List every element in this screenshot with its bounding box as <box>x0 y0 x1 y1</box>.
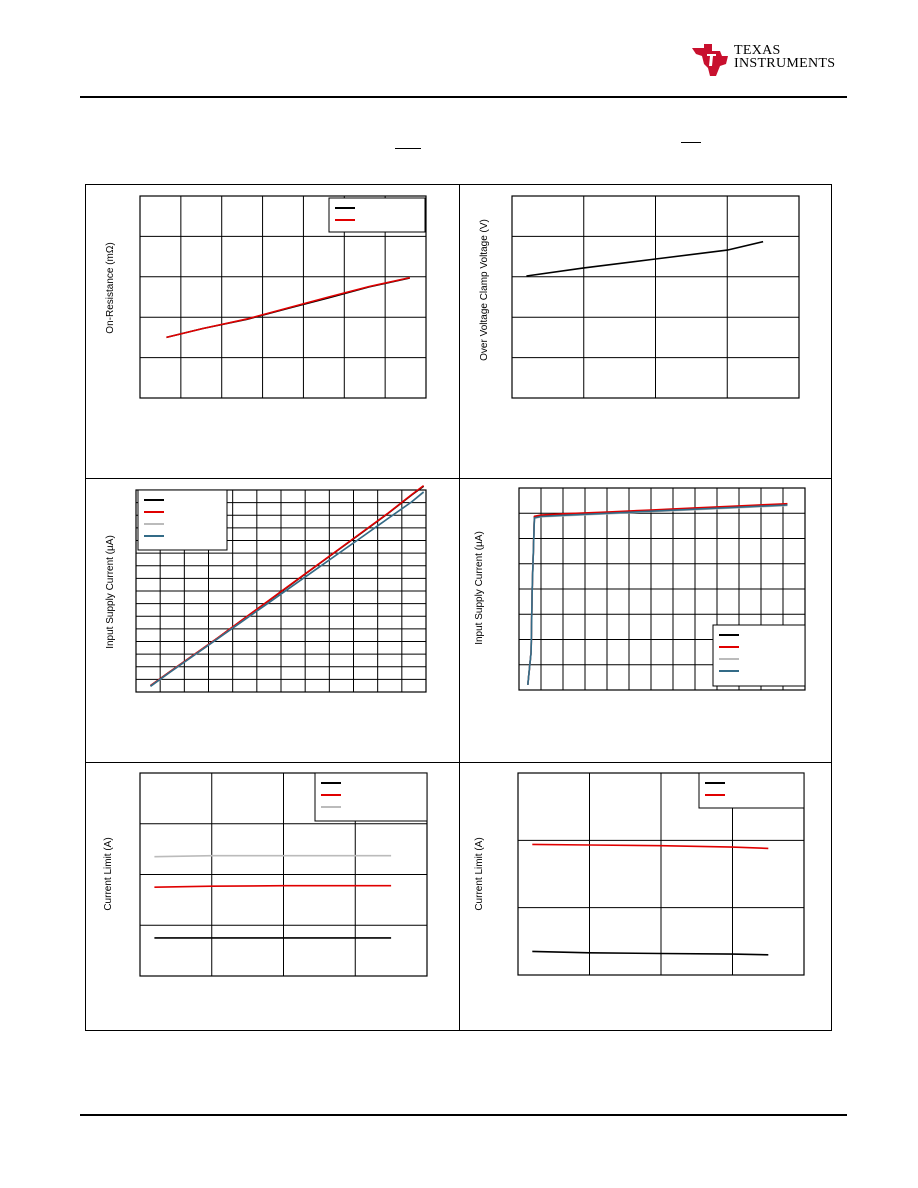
footer-rule <box>80 1114 847 1116</box>
chart-panel-current-limit-temp <box>100 768 440 988</box>
y-axis-label: Over Voltage Clamp Voltage (V) <box>479 219 490 361</box>
chart-panel-supply-current-linear <box>100 482 440 702</box>
figure-grid-row-divider <box>85 762 832 763</box>
overline-mark <box>395 148 421 149</box>
chart-ovp-clamp <box>470 190 810 410</box>
chart-on-resistance <box>100 190 440 410</box>
chart-panel-on-resistance <box>100 190 440 410</box>
y-axis-label: Input Supply Current (µA) <box>105 535 116 649</box>
y-axis-label: Input Supply Current (µA) <box>474 531 485 645</box>
ti-logo <box>690 38 840 82</box>
chart-current-limit-vin <box>470 768 810 988</box>
chart-panel-supply-current-step <box>470 482 810 702</box>
ti-state-icon <box>690 42 730 78</box>
ti-logo-text: TEXAS INSTRUMENTS <box>734 43 836 71</box>
legend-box <box>315 773 427 821</box>
page-header <box>0 0 918 100</box>
chart-supply-current-linear <box>100 482 440 702</box>
figure-grid-row-divider <box>85 478 832 479</box>
chart-panel-ovp-clamp <box>470 190 810 410</box>
header-rule <box>80 96 847 98</box>
y-axis-label: Current Limit (A) <box>474 837 485 911</box>
chart-panel-current-limit-vin <box>470 768 810 988</box>
y-axis-label: Current Limit (A) <box>103 837 114 911</box>
figure-grid-column-divider <box>459 184 460 1031</box>
chart-supply-current-step <box>470 482 810 702</box>
legend-box <box>699 773 804 808</box>
chart-current-limit-temp <box>100 768 440 988</box>
overline-mark <box>681 142 701 143</box>
legend-box <box>329 198 425 232</box>
y-axis-label: On-Resistance (mΩ) <box>105 242 116 334</box>
